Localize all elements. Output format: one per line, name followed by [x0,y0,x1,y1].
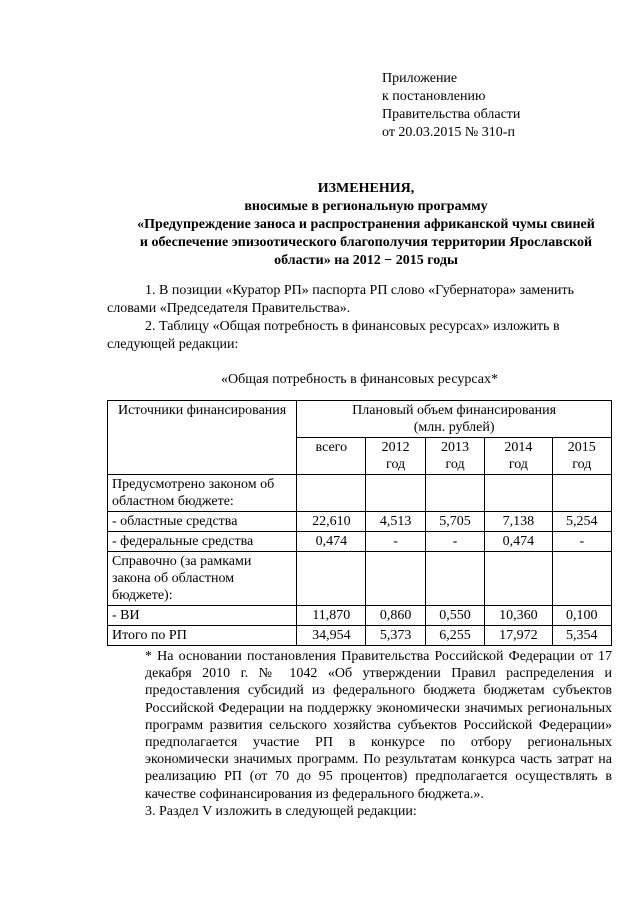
header-plan [297,401,612,438]
header-total: всего [297,438,366,475]
cell-total [297,552,366,606]
row-label: - федеральные средства [108,532,297,552]
paragraph-line: следующей редакции: [107,337,239,352]
cell-2014: 17,972 [485,626,552,646]
header-plan-unit: (млн. рублей) [413,420,495,435]
appendix-date-number: от 20.03.2015 № 310-п [382,125,515,140]
appendix-line: к постановлению [382,89,486,104]
table-row [108,512,612,532]
cell-total: 0,474 [297,532,366,552]
cell-2015 [552,475,611,512]
document-title [100,180,632,270]
cell-2012 [366,475,425,512]
table-row-total [108,626,612,646]
title-line: «Предупреждение заноса и распространения африканской чумы свиней [137,217,595,232]
table-row [108,532,612,552]
footnote-block [107,648,612,820]
cell-2013 [425,475,484,512]
header-year-word: год [445,457,465,472]
header-year-number: 2014 [504,440,533,455]
header-year-number: 2013 [441,440,470,455]
cell-2015: - [552,532,611,552]
paragraph-1 [107,282,612,318]
cell-2014: 7,138 [485,512,552,532]
cell-total: 11,870 [297,606,366,626]
title-line: вносимые в региональную программу [244,199,488,214]
table-row [108,475,612,512]
cell-2014 [485,552,552,606]
header-year-2012 [366,438,425,475]
header-source: Источники финансирования [108,401,297,475]
cell-2013: 5,705 [425,512,484,532]
header-year-word: год [508,457,528,472]
row-label: Предусмотрено законом об областном бюджете: [108,475,297,512]
cell-2015: 5,254 [552,512,611,532]
cell-2012: 5,373 [366,626,425,646]
table-caption: «Общая потребность в финансовых ресурсах* [221,372,498,387]
cell-total [297,475,366,512]
financing-table [107,400,612,646]
cell-total: 22,610 [297,512,366,532]
header-year-2015 [552,438,611,475]
appendix-line: Приложение [382,71,458,86]
cell-2012: 0,860 [366,606,425,626]
title-line: ИЗМЕНЕНИЯ, [317,181,415,196]
header-year-word: год [386,457,406,472]
footnote-text: * На основании постановления Правительства Российской Федерации от 17 декабря 2010 г. № 1042 «Об утверждении Правил распределения и предоставления субсидий из федерального бюджета бюджетам субъектов Российской Федерации на поддержку экономически значимых региональных программ развития сельского хозяйства субъектов Российской Федерации» предполагается участие РП в конкурсе по отбору региональных экономически значимых программ. По результатам конкурса часть затрат на реализацию РП (от 70 до 95 процентов) предполагается осуществлять в качестве софинансирования из федерального бюджета.». [145,649,612,802]
row-label: - областные средства [108,512,297,532]
cell-2015 [552,552,611,606]
header-year-word: год [572,457,592,472]
table-row [108,606,612,626]
cell-2012: 4,513 [366,512,425,532]
paragraph-line: 1. В позиции «Куратор РП» паспорта РП слово «Губернатора» заменить [145,283,574,298]
header-year-2014 [485,438,552,475]
header-year-number: 2015 [567,440,596,455]
cell-2015: 5,354 [552,626,611,646]
cell-2013 [425,552,484,606]
header-plan-title: Плановый объем финансирования [352,403,557,418]
cell-2014: 10,360 [485,606,552,626]
cell-2015: 0,100 [552,606,611,626]
header-year-number: 2012 [381,440,410,455]
table-row [108,552,612,606]
appendix-header [382,70,520,142]
paragraph-line: словами «Председателя Правительства». [107,301,351,316]
row-label: Справочно (за рамками закона об областном бюджете): [108,552,297,606]
row-label: Итого по РП [108,626,297,646]
cell-2014: 0,474 [485,532,552,552]
cell-2014 [485,475,552,512]
cell-2013: 0,550 [425,606,484,626]
title-line: и обеспечение эпизоотического благополучия территории Ярославской [139,235,593,250]
cell-2013: 6,255 [425,626,484,646]
table-header-row [108,401,612,438]
cell-2013: - [425,532,484,552]
cell-2012: - [366,532,425,552]
cell-total: 34,954 [297,626,366,646]
paragraph-2 [107,318,612,354]
paragraph-line: 2. Таблицу «Общая потребность в финансовых ресурсах» изложить в [145,319,560,334]
row-label: - ВИ [108,606,297,626]
cell-2012 [366,552,425,606]
title-line: области» на 2012 − 2015 годы [274,253,458,268]
header-year-2013 [425,438,484,475]
appendix-line: Правительства области [382,107,521,122]
paragraph-3: 3. Раздел V изложить в следующей редакции: [145,803,417,819]
